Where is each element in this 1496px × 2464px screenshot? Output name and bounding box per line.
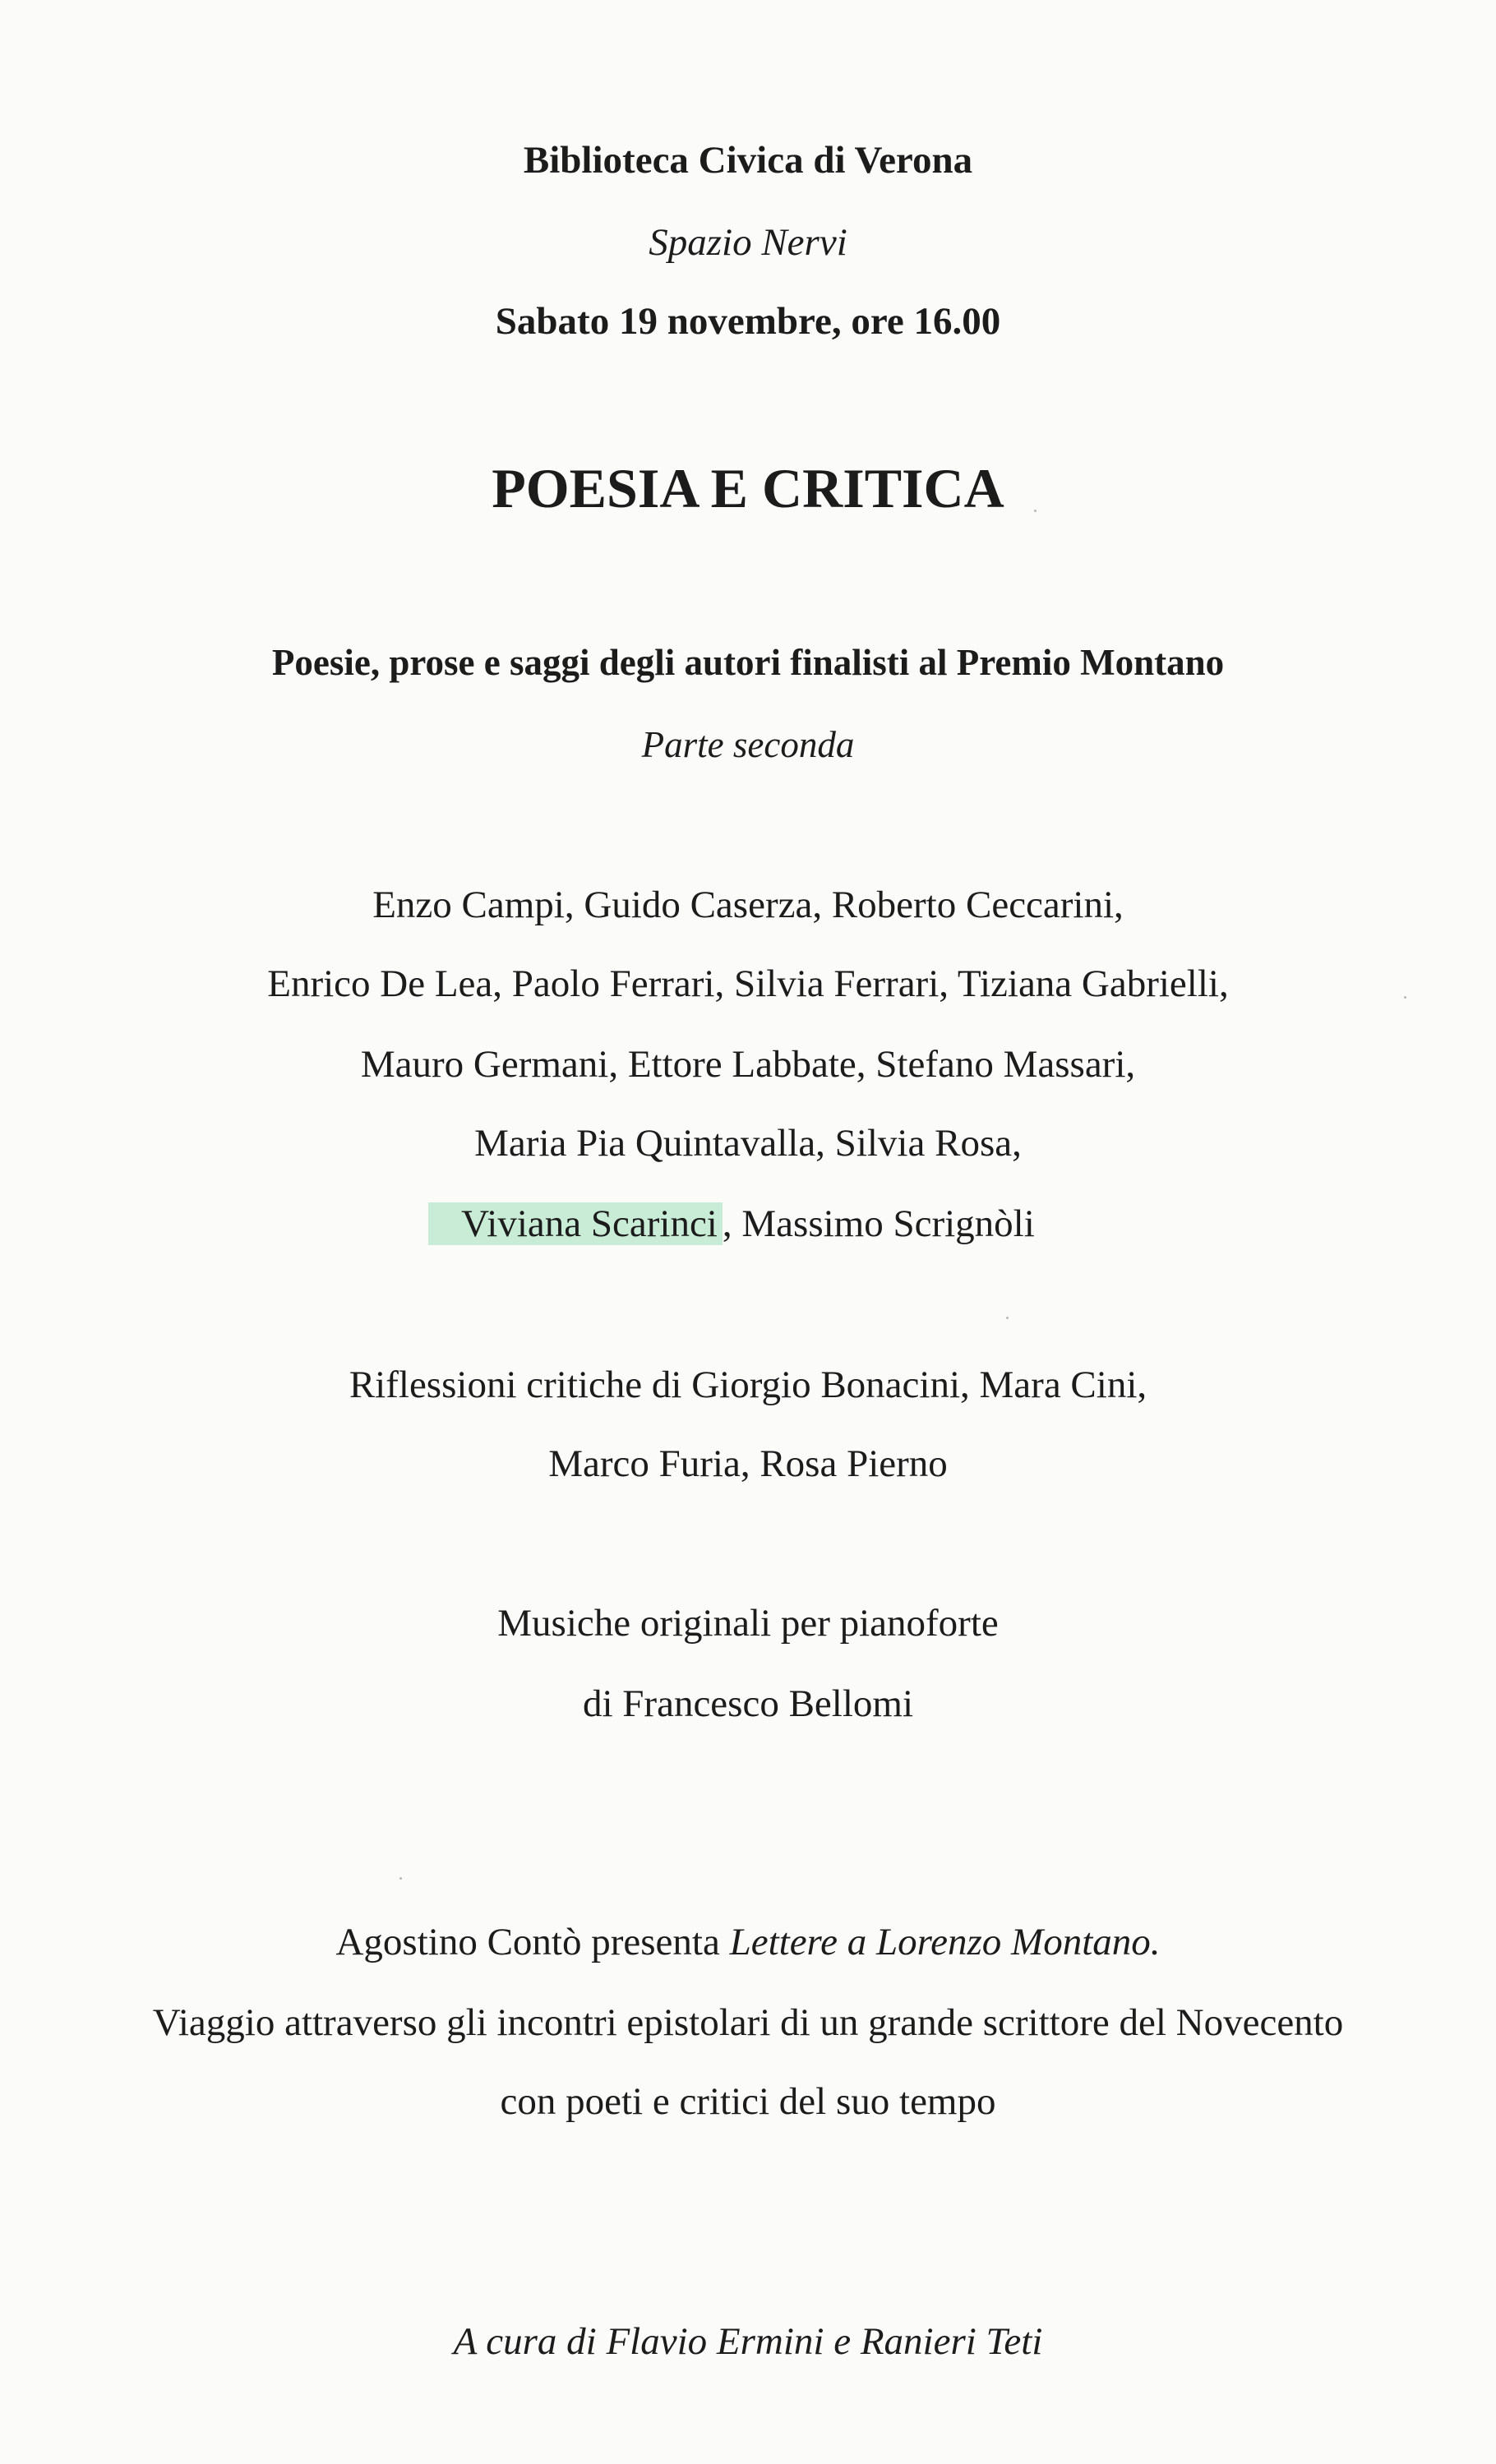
authors-line-2: Enrico De Lea, Paolo Ferrari, Silvia Ferrari, Tiziana Gabrielli, [267, 962, 1229, 1005]
presentation-line-3: con poeti e critici del suo tempo [500, 2080, 996, 2123]
paper-speck [1034, 510, 1037, 512]
subtitle-line: Poesie, prose e saggi degli autori finalisti al Premio Montano [271, 642, 1225, 683]
music-line-1: Musiche originali per pianoforte [497, 1602, 999, 1645]
datetime-line: Sabato 19 novembre, ore 16.00 [495, 300, 1001, 343]
authors-line-4: Maria Pia Quintavalla, Silvia Rosa, [474, 1122, 1022, 1165]
part-line: Parte seconda [641, 724, 855, 765]
music-line-2: di Francesco Bellomi [582, 1682, 914, 1725]
space-line: Spazio Nervi [649, 221, 847, 264]
paper-speck [399, 1877, 402, 1880]
presentation-book-title: Lettere a Lorenzo Montano. [729, 1921, 1161, 1963]
paper-speck [1404, 996, 1406, 999]
presentation-line-2: Viaggio attraverso gli incontri epistolari di un grande scrittore del Novecento [152, 2001, 1344, 2044]
highlighted-author: Viviana Scarinci [428, 1202, 723, 1245]
presentation-line-1 [0, 1923, 1496, 1962]
critics-line-2: Marco Furia, Rosa Pierno [548, 1442, 948, 1485]
authors-line-1: Enzo Campi, Guido Caserza, Roberto Ceccarini, [372, 884, 1124, 926]
authors-line-5-rest: , Massimo Scrignòli [722, 1202, 1035, 1245]
venue-line: Biblioteca Civica di Verona [523, 139, 973, 182]
critics-line-1: Riflessioni critiche di Giorgio Bonacini, Mara Cini, [349, 1364, 1147, 1406]
paper-speck [1006, 1317, 1009, 1319]
authors-line-5 [0, 1202, 1496, 1245]
curators-line: A cura di Flavio Ermini e Ranieri Teti [453, 2320, 1043, 2363]
presentation-prefix: Agostino Contò presenta [335, 1921, 730, 1963]
page-title: POESIA E CRITICA [492, 457, 1004, 519]
authors-line-3: Mauro Germani, Ettore Labbate, Stefano Massari, [360, 1043, 1136, 1086]
